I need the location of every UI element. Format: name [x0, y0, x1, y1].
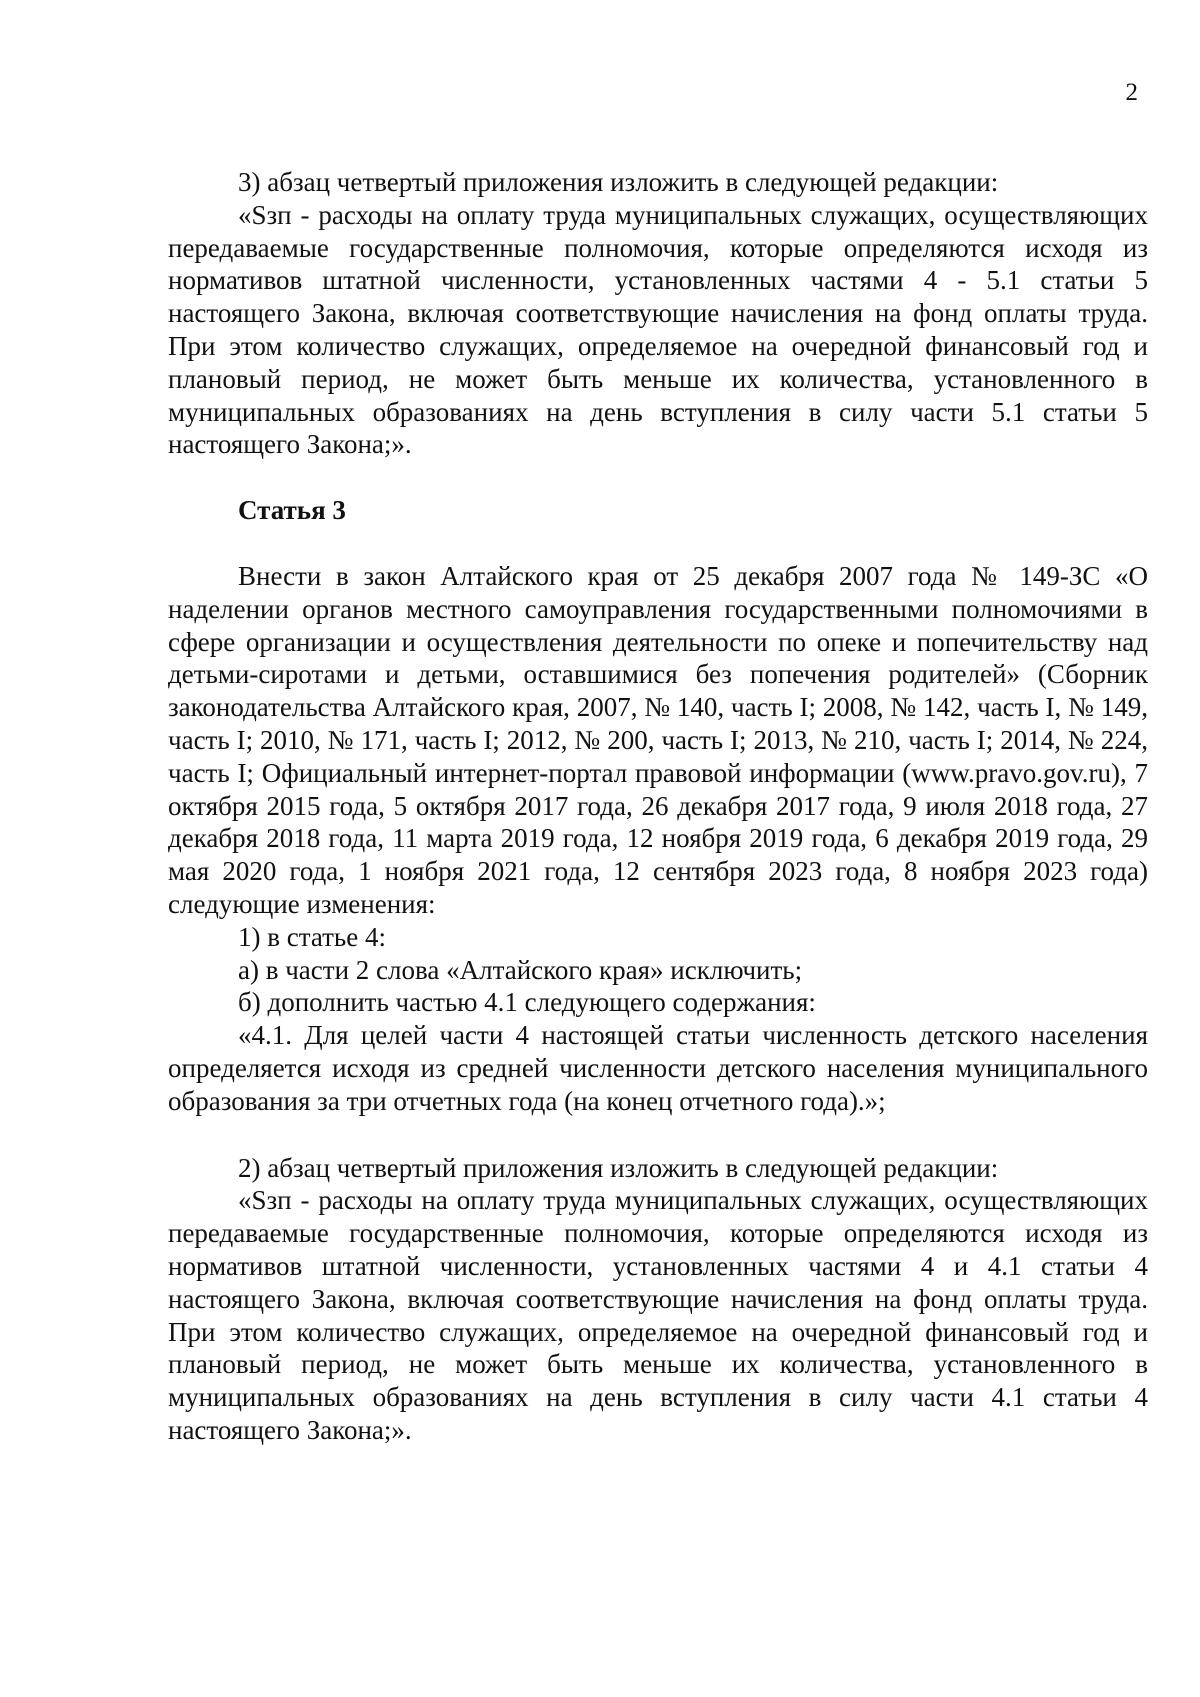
paragraph-part-4-1: «4.1. Для целей части 4 настоящей статьи численность детского населения определяется исходя из средней численности детского населения муниципального образования за три отчетных года (на конец отчетного года).»;	[168, 1020, 1148, 1116]
paragraph-item1: 1) в статье 4:	[238, 921, 386, 952]
paragraph-item3-intro: 3) абзац четвертый приложения изложить в следующей редакции:	[238, 167, 999, 197]
article-heading: Статья 3	[238, 495, 346, 526]
paragraph-article3-intro: Внести в закон Алтайского края от 25 декабря 2007 года № 149-ЗС «О наделении органов местного самоуправления государственными полномочиями в сфере организации и осуществления деятельности по опеке и попечительству над детьми-сиротами и детьми, оставшимися без попечения родителей» (Сборник законодательства Алтайского края, 2007, № 140, часть I; 2008, № 142, часть I, № 149, часть I; 2010, № 171, часть I; 2012, № 200, часть I; 2013, № 210, часть I; 2014, № 224, часть I; Официальный интернет-портал правовой информации (www.pravo.gov.ru), 7 октября 2015 года, 5 октября 2017 года, 26 декабря 2017 года, 9 июля 2018 года, 27 декабря 2018 года, 11 марта 2019 года, 12 ноября 2019 года, 6 декабря 2019 года, 29 мая 2020 года, 1 ноября 2021 года, 12 сентября 2023 года, 8 ноября 2023 года) следующие изменения:	[168, 560, 1148, 919]
paragraph-item1b: б) дополнить частью 4.1 следующего содержания:	[238, 987, 816, 1018]
spacer	[168, 1118, 1148, 1152]
paragraph-item2: 2) абзац четвертый приложения изложить в следующей редакции:	[238, 1152, 999, 1183]
paragraph-szp-formula: «Sзп - расходы на оплату труда муниципальных служащих, осуществляющих передаваемые государственные полномочия, которые определяются исходя из нормативов штатной численности, установленных частями 4 - 5.1 статьи 5 настоящего Закона, включая соответствующие начисления на фонд оплаты труда. При этом количество служащих, определяемое на очередной финансовый год и плановый период, не может быть меньше их количества, установленного в муниципальных образованиях на день вступления в силу части 5.1 статьи 5 настоящего Закона;».	[168, 199, 1148, 460]
spacer	[168, 461, 1148, 494]
page-number: 2	[1125, 79, 1138, 106]
document-body	[168, 166, 1148, 1447]
spacer	[168, 527, 1148, 560]
paragraph-szp-formula-2: «Sзп - расходы на оплату труда муниципальных служащих, осуществляющих передаваемые государственные полномочия, которые определяются исходя из нормативов штатной численности, установленных частями 4 и 4.1 статьи 4 настоящего Закона, включая соответствующие начисления на фонд оплаты труда. При этом количество служащих, определяемое на очередной финансовый год и плановый период, не может быть меньше их количества, установленного в муниципальных образованиях на день вступления в силу части 4.1 статьи 4 настоящего Закона;».	[168, 1185, 1148, 1445]
paragraph-item1a: а) в части 2 слова «Алтайского края» исключить;	[238, 954, 803, 985]
